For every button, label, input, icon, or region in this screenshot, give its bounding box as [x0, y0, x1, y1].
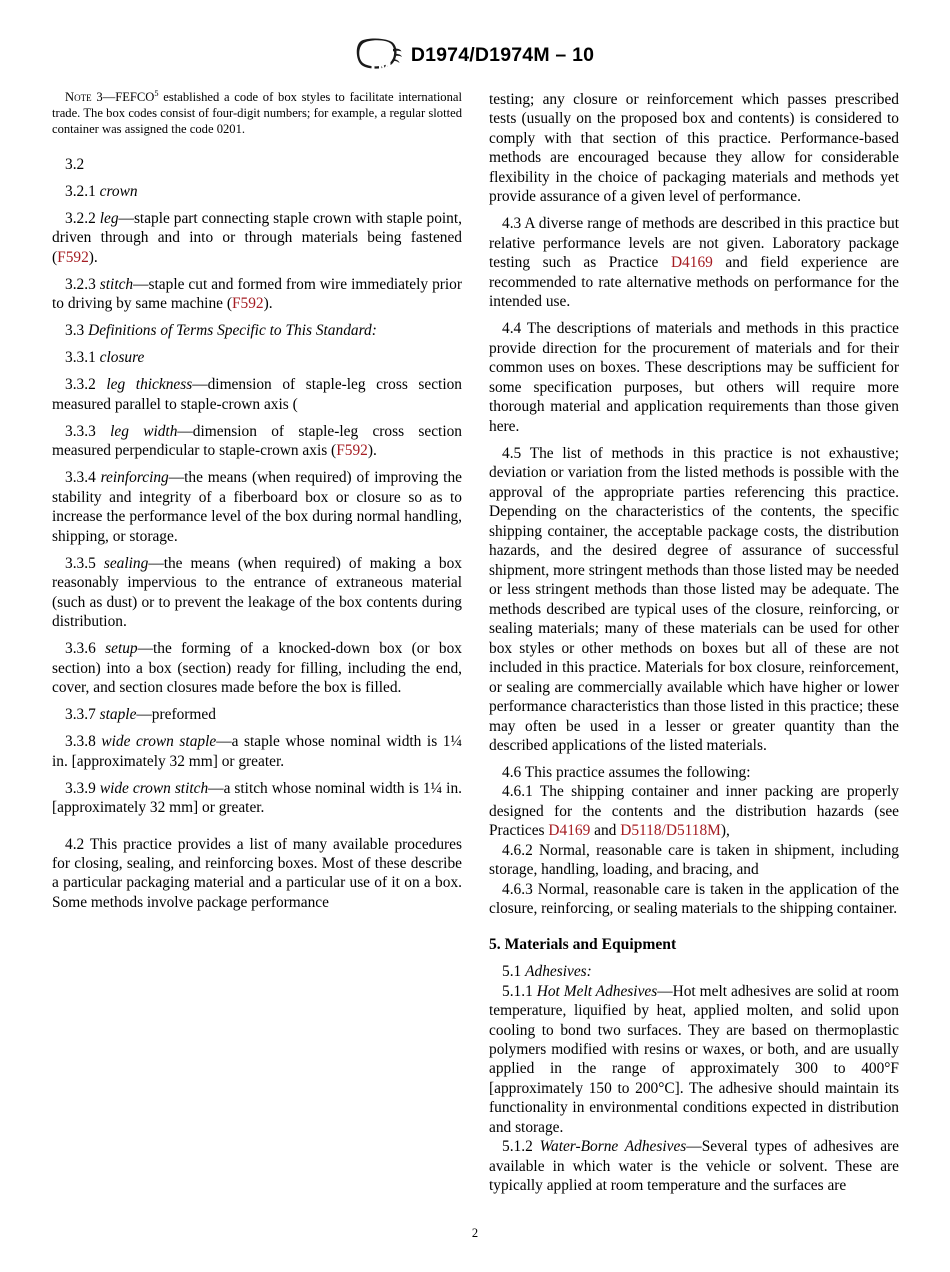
para-3-1-text-1: 3.2 [65, 155, 85, 173]
para-3-3-7 [52, 732, 462, 771]
para-4-5: 4.5 The list of methods in this practice is not exhaustive; deviation or variation from the listed methods is possible with the approval of the appropriate parties referencing this practice. Depending on the characteristics of the contents, the specific shipping container, the acceptable package costs, the distribution hazards, and the desired degree of assurance of successful shipment, more stringent methods than those listed may be needed or less stringent methods than those listed may be adequate. The methods described are typical uses of the closure, reinforcing, or sealing materials; many of these materials can be used for other box styles or other methods on boxes but all of these are not included in this practice. Materials for box closure, reinforcement, or sealing are commercially available which have higher or lower performance characteristics than those listed in this practice; these may often be used in a lesser or greater quantity than the described applications of the listed materials. [489, 444, 899, 754]
para-3-2-2-text-end: ). [263, 295, 273, 313]
para-3-3-1-text: —dimension of staple-leg cross section measured parallel to staple-crown axis ( [52, 376, 462, 413]
term-reinforcing: sealing [103, 554, 149, 572]
para-3-3-title: closure [99, 349, 145, 367]
para-3-2-title: crown [99, 182, 138, 200]
two-column-body [52, 90, 900, 1196]
term-leg: stitch [99, 275, 134, 293]
note-3 [52, 90, 462, 138]
para-3-3-2-text: —dimension of staple-leg cross section measured perpendicular to staple-crown axis ( [52, 422, 462, 460]
document-designation: D1974/D1974M – 10 [410, 43, 595, 66]
para-3-3-1 [52, 375, 462, 414]
note-footnote-marker: 5 [154, 88, 159, 98]
para-4-3-text-1: 4.3 A diverse range of methods are described in this practice but relative performance levels are not given. Laboratory package testing such as Practice [489, 215, 899, 272]
para-4-3 [489, 214, 899, 311]
para-3-2-3 [52, 321, 462, 340]
para-5-1-2 [489, 1137, 899, 1195]
para-3-3-8-number: 3.3.9 [65, 779, 100, 797]
standard-ref-d4169[interactable]: D4169 [548, 822, 591, 840]
para-3-2-2-number: 3.2.3 [65, 275, 100, 293]
para-3-3-4-number: 3.3.5 [65, 554, 104, 572]
note-text-after: established a code of box styles to facilitate international trade. The box codes consist of four-digit numbers; for example, a regular slotted container was assigned the code 0201. [52, 90, 462, 136]
para-3-3-6 [52, 705, 462, 724]
para-4-6: 4.6 This practice assumes the following: [502, 763, 751, 781]
para-3-3-1-number: 3.3.2 [65, 376, 107, 394]
para-3-2 [52, 182, 462, 201]
para-3-3-5-text: —the forming of a knocked-down box (or box section) into a box (section) ready for filling, including the end, cover, and section closures made before the box is filled. [52, 640, 462, 697]
term-leg-width: reinforcing [100, 469, 169, 487]
para-3-3-5 [52, 639, 462, 697]
para-3-3-8-text: —a stitch whose nominal width is 1¼ in. [approximately 32 mm] or greater. [52, 779, 462, 817]
para-4-3-text-2: and field experience are recommended to rate alternative methods on performance for the intended use. [489, 254, 899, 311]
para-4-6-2: 4.6.2 Normal, reasonable care is taken in shipment, including storage, handling, loading, and bracing, and [489, 841, 899, 879]
para-5-1-title: Adhesives: [525, 963, 592, 981]
para-3-2-1 [52, 209, 462, 267]
para-3-3 [52, 348, 462, 367]
para-3-3-3-number: 3.3.4 [65, 469, 101, 487]
term-crown: leg [99, 209, 119, 227]
para-5-1-number: 5.1 [502, 963, 526, 981]
para-5-1-1-number: 5.1.1 [502, 982, 537, 1000]
para-3-3-8 [52, 779, 462, 818]
para-3-3-4 [52, 554, 462, 632]
para-3-3-6-text: —preformed [136, 706, 216, 724]
para-4-6-1-text-2: and [590, 822, 621, 840]
para-5-1-2-text: —Several types of adhesives are available in which water is the vehicle or solvent. These are typically applied at room temperature and the surfaces are [489, 1138, 899, 1195]
para-4-1: 4.2 This practice provides a list of many available procedures for closing, sealing, and reinforcing boxes. Most of these describe a particular packaging material and a particular use of it on a box. Some methods involve package performance [52, 835, 462, 911]
standard-ref-d4169[interactable]: D4169 [670, 254, 713, 272]
para-3-2-2 [52, 275, 462, 314]
term-leg-thickness: leg width [110, 422, 178, 440]
para-4-6-1-text-3: ), [720, 822, 730, 840]
para-3-2-1-number: 3.2.2 [65, 209, 100, 227]
para-3-2-number: 3.2.1 [65, 182, 100, 200]
para-4-4: 4.4 The descriptions of materials and methods in this practice provide direction for the procurement of materials and for their common uses on boxes. These descriptions may be sufficient for some specification purposes, but others will require more thorough material and application requirements than those given here. [489, 320, 899, 435]
para-3-3-7-text-1: —a staple whose nominal width is 1¼ in. [approximately 32 mm] or greater. [52, 733, 462, 770]
page-header [0, 38, 950, 72]
standard-ref-f592[interactable]: F592 [231, 295, 264, 313]
para-3-2-1-text-end: ). [88, 248, 98, 266]
term-wide-crown-staple: wide crown stitch [99, 779, 209, 797]
left-column [52, 90, 462, 1196]
para-4-6-1-text-1: 4.6.1 The shipping container and inner packing are properly designed for the contents and the distribution hazards (see Practices [489, 783, 899, 840]
note-label: Note [65, 90, 92, 104]
term-staple: wide crown staple [101, 733, 217, 751]
term-hot-melt-adhesives: Hot Melt Adhesives [536, 982, 658, 1000]
para-3-3-number: 3.3.1 [65, 349, 100, 367]
para-5-1-2-number: 5.1.2 [502, 1138, 540, 1156]
term-setup: staple [99, 706, 137, 724]
para-3-3-7-number: 3.3.8 [65, 733, 102, 751]
term-closure: leg thickness [106, 376, 193, 394]
para-5-1-1 [489, 982, 899, 1138]
para-4-2-continued: testing; any closure or reinforcement which passes prescribed tests (usually on the proposed box and contents) is considered to comply with that section of this practice. Performance-based methods are encouraged because they allow for considerable flexibility in the choice of packaging materials and methods yet provide assurance of a given level of performance. [489, 91, 899, 206]
para-3-1 [52, 155, 462, 174]
para-3-3-6-number: 3.3.7 [65, 706, 100, 724]
para-5-1 [489, 962, 899, 981]
term-stitch: Definitions of Terms Specific to This Standard: [88, 322, 377, 340]
para-3-3-3 [52, 468, 462, 546]
para-3-3-2-number: 3.3.3 [65, 422, 111, 440]
para-3-3-5-number: 3.3.6 [65, 640, 106, 658]
para-3-3-2-text-end: ). [367, 442, 377, 460]
standard-ref-f592[interactable]: F592 [57, 248, 89, 266]
term-sealing: setup [105, 640, 138, 658]
right-column [489, 90, 899, 1196]
para-3-3-3-text: —the means (when required) of improving the stability and integrity of a fiberboard box or closure so as to increase the performance level of the box during normal handling, shipping, or storage. [52, 469, 462, 545]
para-4-6-3: 4.6.3 Normal, reasonable care is taken in the application of the closure, reinforcing, or sealing materials to the shipping container. [489, 880, 899, 918]
standard-ref-f592[interactable]: F592 [336, 442, 368, 460]
para-3-2-1-text: —staple part connecting staple crown with staple point, driven through and into or through materials being fastened ( [52, 209, 462, 266]
page-footer [0, 1226, 950, 1241]
note-text-before: 3—FEFCO [91, 90, 155, 104]
para-3-2-3-number: 3.3 [65, 322, 89, 340]
term-water-borne-adhesives: Water-Borne Adhesives [539, 1138, 687, 1156]
para-4-6-1 [489, 782, 899, 840]
para-3-2-2-text: —staple cut and formed from wire immediately prior to driving by same machine ( [52, 275, 462, 313]
standard-ref-d5118[interactable]: D5118/D5118M [620, 822, 721, 840]
para-5-1-1-text: —Hot melt adhesives are solid at room temperature, liquified by heat, applied molten, and solid upon cooling to bond two surfaces. They are based on thermoplastic polymers modified with resins or waxes, or both, and are usually applied in the range of approximately 300 to 400°F [approximately 150 to 200°C]. The adhesive should maintain its functionality in environmental conditions expected in distribution and storage. [489, 982, 899, 1136]
para-3-3-2 [52, 422, 462, 461]
page-number: 2 [471, 1226, 479, 1240]
astm-logo-icon [356, 38, 402, 72]
heading-materials-and-equipment: 5. Materials and Equipment [489, 935, 677, 953]
para-3-3-4-text: —the means (when required) of making a box reasonably impervious to the entrance of extraneous material (such as dust) or to prevent the leakage of the box contents during distribution. [52, 554, 462, 631]
